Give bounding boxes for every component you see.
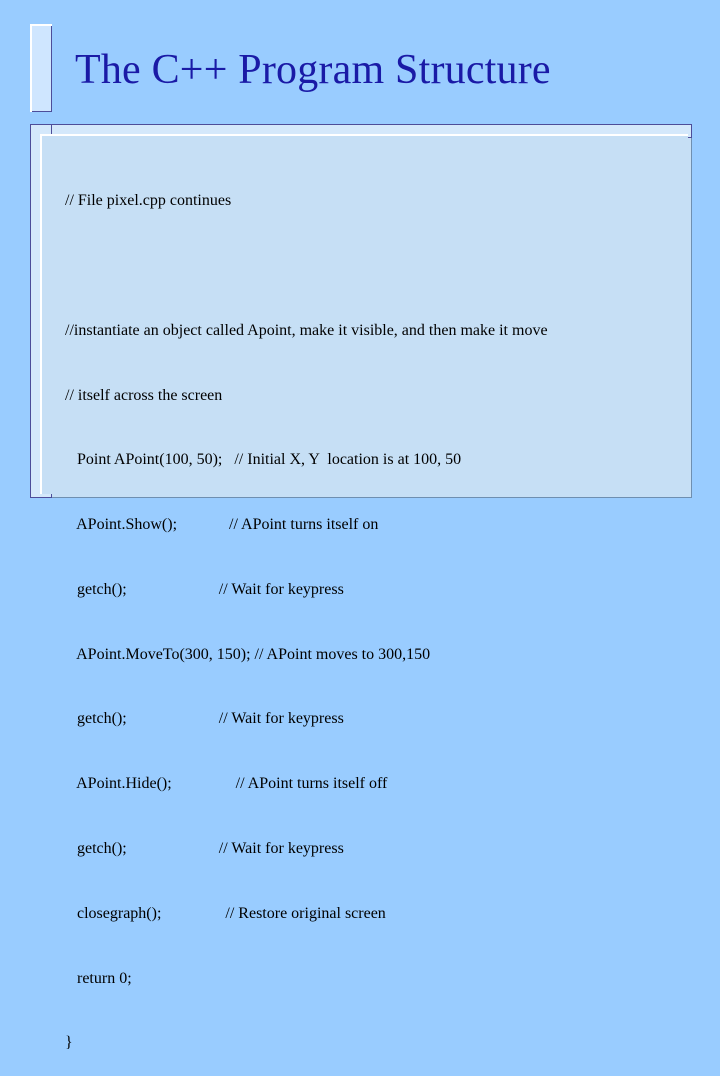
code-line: [65, 255, 548, 277]
code-line: APoint.MoveTo(300, 150); // APoint moves to 300,150: [65, 645, 431, 663]
code-line: APoint.Hide(); // APoint turns itself off: [65, 775, 388, 793]
code-line: // File pixel.cpp continues: [65, 192, 232, 210]
title-decoration-highlight: [30, 24, 52, 112]
code-line: return 0;: [65, 969, 132, 987]
code-line: Point APoint(100, 50); // Initial X, Y location is at 100, 50: [65, 451, 462, 469]
code-line: // itself across the screen: [65, 386, 223, 404]
code-line: closegraph(); // Restore original screen: [65, 904, 386, 922]
code-line: getch(); // Wait for keypress: [65, 840, 344, 857]
code-line: }: [65, 1034, 73, 1052]
code-line: APoint.Show(); // APoint turns itself on: [65, 516, 379, 534]
code-block: [65, 147, 548, 1076]
code-line: getch(); // Wait for keypress: [65, 580, 344, 598]
code-line: getch(); // Wait for keypress: [65, 710, 344, 728]
code-line: //instantiate an object called Apoint, make it visible, and then make it move: [65, 321, 548, 339]
slide-title: The C++ Program Structure: [75, 47, 551, 93]
